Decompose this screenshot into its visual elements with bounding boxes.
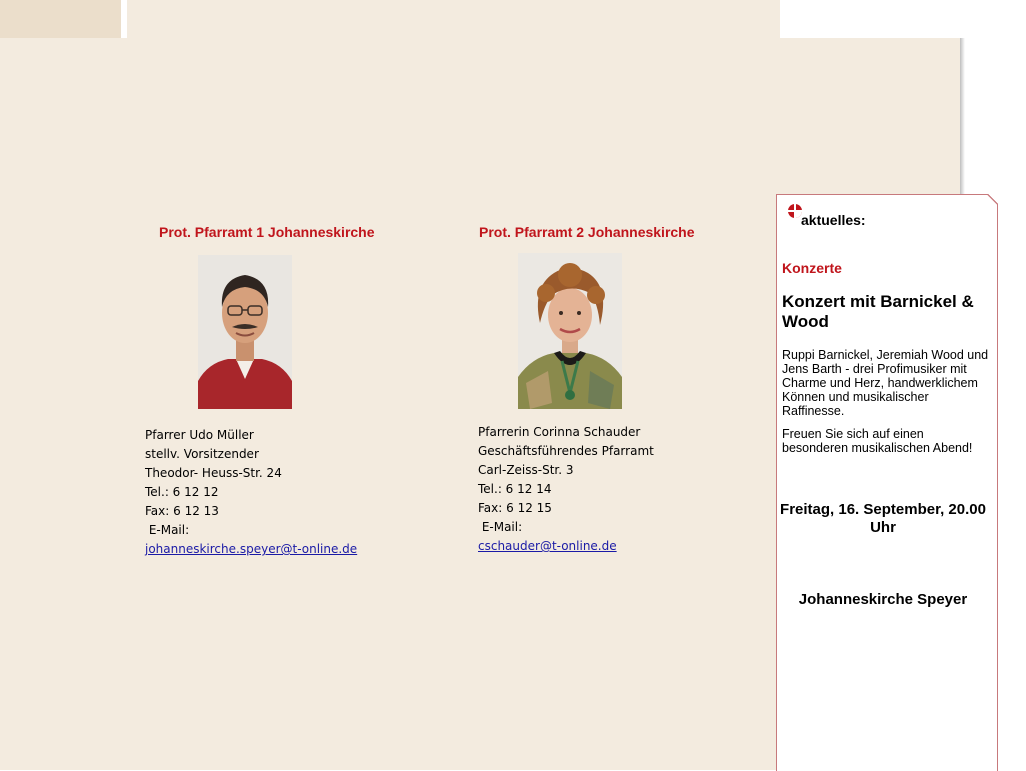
parish-1-photo [198,255,292,409]
panel-corner [987,194,998,205]
contact-role: stellv. Vorsitzender [145,447,259,461]
news-title[interactable]: Konzert mit Barnickel & Wood [782,292,974,331]
contact-name: Pfarrer Udo Müller [145,428,254,442]
top-left-tab [0,0,121,38]
parish-2-contact [478,423,654,556]
header-strip [127,0,780,38]
news-panel [776,194,998,771]
news-heading: aktuelles: [801,212,866,228]
event-date: Freitag, 16. September, 20.00 Uhr [780,501,986,536]
contact-phone: Tel.: 6 12 12 [145,485,219,499]
news-paragraph-2: Freuen Sie sich auf einen besonderen musikalischen Abend! [782,427,973,455]
news-category[interactable]: Konzerte [782,260,842,276]
event-location: Johanneskirche Speyer [798,591,968,608]
contact-address: Theodor- Heuss-Str. 24 [145,466,282,480]
parish-2-photo [518,253,622,409]
parish-1-title: Prot. Pfarramt 1 Johanneskirche [159,224,375,240]
email-link[interactable]: johanneskirche.speyer@t-online.de [145,542,358,556]
contact-fax: Fax: 6 12 13 [145,504,219,518]
contact-name: Pfarrerin Corinna Schauder [478,425,641,439]
email-link[interactable]: cschauder@t-online.de [478,539,617,553]
contact-email-label: E-Mail: [478,520,523,534]
parish-1-contact [145,426,357,559]
parish-2-title: Prot. Pfarramt 2 Johanneskirche [479,224,695,240]
contact-email-label: E-Mail: [145,523,190,537]
contact-address: Carl-Zeiss-Str. 3 [478,463,574,477]
contact-role: Geschäftsführendes Pfarramt [478,444,654,458]
contact-phone: Tel.: 6 12 14 [478,482,552,496]
news-paragraph-1: Ruppi Barnickel, Jeremiah Wood und Jens Barth - drei Profimusiker mit Charme und Herz, handwerklichem Können und musikalischer Raffinesse. [782,348,989,418]
contact-fax: Fax: 6 12 15 [478,501,552,515]
